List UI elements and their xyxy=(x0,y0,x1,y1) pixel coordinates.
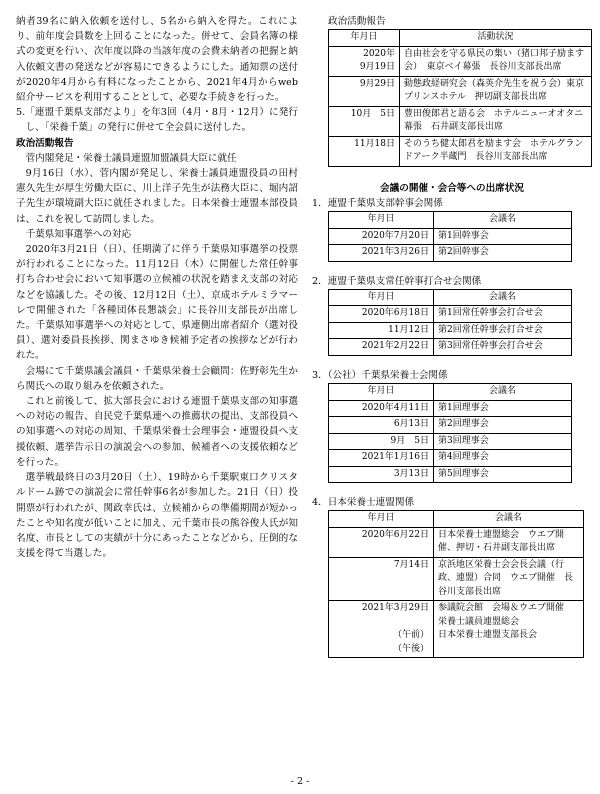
header-meeting: 会議名 xyxy=(434,511,584,528)
date-cell: 11月12日 xyxy=(329,322,434,339)
content-cell: 参議院会館 会場＆ウエブ開催 栄養士議員連盟総会 日本栄養士連盟支部長会 xyxy=(434,601,584,658)
content-cell: 豊田俊郎君と語る会 ホテルニューオオタニ幕張 石井副支部長出席 xyxy=(400,106,592,136)
left-column xyxy=(16,14,298,561)
table-row xyxy=(329,527,584,557)
section-2-table xyxy=(328,289,572,356)
content-cell: 第1回幹事会 xyxy=(434,228,572,245)
date-cell: 2021年2月22日 xyxy=(329,339,434,356)
content-cell: 第3回理事会 xyxy=(434,433,572,450)
date-cell: 2021年1月16日 xyxy=(329,450,434,467)
content-cell: 日本栄養士連盟総会 ウエブ開催、押切・石井副支部長出席 xyxy=(434,527,584,557)
political-table-header xyxy=(329,30,592,47)
date-cell: 9月 5日 xyxy=(329,433,434,450)
table-row xyxy=(329,450,572,467)
table-row xyxy=(329,417,572,434)
header-activity: 活動状況 xyxy=(400,30,592,47)
content-cell: 京浜地区栄養士会会長会議（行政、連盟）合同 ウエブ開催 長谷川支部長出席 xyxy=(434,557,584,601)
content-cell: 第1回常任幹事会打合せ会 xyxy=(434,306,572,323)
political-activity-table xyxy=(328,29,592,167)
section-2-header xyxy=(329,289,572,306)
political-activity-row xyxy=(329,76,592,106)
date-cell: 11月18日 xyxy=(329,136,400,166)
header-date: 年月日 xyxy=(329,511,434,528)
section-2-title: 2．連盟千葉県支常任幹事打合せ会関係 xyxy=(312,275,482,287)
content-cell: 第2回常任幹事会打合せ会 xyxy=(434,322,572,339)
table-row xyxy=(329,601,584,658)
date-cell: 2020年6月22日 xyxy=(329,527,434,557)
table-row xyxy=(329,433,572,450)
section-1-body xyxy=(329,228,572,261)
right-column xyxy=(312,14,592,658)
subheading-cabinet: 菅内閣発足・栄養士議員連盟加盟議員大臣に就任 xyxy=(25,152,237,164)
section-3-table xyxy=(328,383,572,483)
content-cell: 第4回理事会 xyxy=(434,450,572,467)
section-1-title: 1．連盟千葉県支部幹事会関係 xyxy=(312,197,443,209)
section-4-table xyxy=(328,510,584,658)
section-3-body xyxy=(329,400,572,483)
content-cell: 第1回理事会 xyxy=(434,400,572,417)
content-cell: 第2回幹事会 xyxy=(434,245,572,262)
date-cell: 3月13日 xyxy=(329,466,434,483)
content-cell: 第5回理事会 xyxy=(434,466,572,483)
page-number: - 2 - xyxy=(290,776,310,787)
header-date: 年月日 xyxy=(329,30,400,47)
date-cell: 2020年4月11日 xyxy=(329,400,434,417)
political-table-title: 政治活動報告 xyxy=(328,16,386,27)
section-4-header xyxy=(329,511,584,528)
date-cell: 9月29日 xyxy=(329,76,400,106)
subheading-election: 千葉県知事選挙への対応 xyxy=(25,228,132,240)
header-date: 年月日 xyxy=(329,212,434,229)
meetings-title: 会議の開催・会合等への出席状況 xyxy=(380,182,524,194)
paragraph-cabinet: 9月16日（水）、菅内閣が発足し、栄養士議員連盟役員の田村憲久先生が厚生労働大臣に、川上洋子先生が法務大臣に、堀内詔子先生が環境副大臣に就任されました。日本栄養士連盟本部役員は、これを祝して訪問しました。 xyxy=(16,168,298,225)
political-activity-row xyxy=(329,106,592,136)
table-row xyxy=(329,322,572,339)
content-cell: 動態政経研究会（森英介先生を祝う会）東京プリンスホテル 押切副支部長出席 xyxy=(400,76,592,106)
paragraph-venue: 会場にて千葉県議会議員・千葉県栄養士会顧問：佐野彰先生から関氏への取り組みを依頼された。 xyxy=(16,365,298,392)
table-row xyxy=(329,557,584,601)
paragraph-result: 選挙戦最終日の3月20日（土）、19時から千葉駅東口クリスタルドーム跡での演説会に常任幹事6名が参加した。21日（日）投開票が行われたが、関政幸氏は、立候補からの準備期間が短かったことや知名度が低いことに加え、元千葉市長の熊谷俊人氏が知名度、市長としての実績が十分にあったことなどから、圧倒的な支援を得て当選した。 xyxy=(16,472,298,560)
content-cell: そのうち健太郎君を励ます会 ホテルグランドアーク半蔵門 長谷川支部長出席 xyxy=(400,136,592,166)
section-heading-political: 政治活動報告 xyxy=(16,137,74,149)
table-row xyxy=(329,466,572,483)
table-row xyxy=(329,339,572,356)
item-5: 5.「連盟千葉県支部だより」を年3回（4月・8月・12月）に発行し、「栄養千葉」の発行に併せて全会員に送付した。 xyxy=(16,107,298,134)
content-cell: 自由社会を守る県民の集い（猪口邦子励ます会） 東京ベイ幕張 長谷川支部長出席 xyxy=(400,46,592,76)
date-cell: 2021年3月26日 xyxy=(329,245,434,262)
section-3-header xyxy=(329,384,572,401)
table-row xyxy=(329,306,572,323)
table-row xyxy=(329,245,572,262)
paragraph-membership: 納者39名に納入依頼を送付し、5名から納入を得た。これにより、前年度会員数を上回ることになった。併せて、会員名簿の様式の変更を行い、次年度以降の当該年度の会費未納者の把握と納入依頼文書の発送などが容易にできるようにした。通知票の送付が2020年4月から有料になったことから、2021年4月からweb紹介サービスを利用することとして、必要な手続きを行った。 xyxy=(16,16,298,104)
section-4-title: 4．日本栄養士連盟関係 xyxy=(312,497,415,509)
section-1-header xyxy=(329,212,572,229)
date-cell: 7月14日 xyxy=(329,557,434,601)
date-cell: 6月13日 xyxy=(329,417,434,434)
header-date: 年月日 xyxy=(329,289,434,306)
date-cell: 10月 5日 xyxy=(329,106,400,136)
political-activity-row xyxy=(329,46,592,76)
section-1-table xyxy=(328,211,572,262)
political-table-body xyxy=(329,46,592,166)
header-meeting: 会議名 xyxy=(434,212,572,229)
section-4-body xyxy=(329,527,584,658)
paragraph-election: 2020年3月21日（日）、任期満了に伴う千葉県知事選挙の投票が行われることになった。11月12日（木）に開催した常任幹事打ち合わせ会において知事選の立候補の状況を踏まえ支部の対応などを協議した。その後、12月12日（土）、京成ホテルミラマーレで開催された「各種団体長懇談会」に長谷川支部長が出席した。千葉県知事選挙への対応として、県連側出席者紹介（選対役員）、選対委員長挨拶、関まさゆき候補予定者の挨拶などが行われた。 xyxy=(16,244,298,362)
table-row xyxy=(329,400,572,417)
section-3-title: 3．（公社）千葉県栄養士会関係 xyxy=(312,369,448,381)
political-activity-row xyxy=(329,136,592,166)
content-cell: 第2回理事会 xyxy=(434,417,572,434)
content-cell: 第3回常任幹事会打合せ会 xyxy=(434,339,572,356)
header-meeting: 会議名 xyxy=(434,289,572,306)
header-date: 年月日 xyxy=(329,384,434,401)
table-row xyxy=(329,228,572,245)
date-cell: 2020年6月18日 xyxy=(329,306,434,323)
section-2-body xyxy=(329,306,572,356)
paragraph-support: これと前後して、拡大部長会における連盟千葉県支部の知事選への対応の報告、自民党千葉県連への推薦状の提出、支部役員への知事選への対応の周知、千葉県栄養士会理事会・連盟役員へ支援依頼、選挙告示日の演説会への参加、候補者への支援依頼などを行った。 xyxy=(16,396,298,468)
date-cell: 2021年3月29日 （午前） （午後） xyxy=(329,601,434,658)
date-cell: 2020年7月20日 xyxy=(329,228,434,245)
header-meeting: 会議名 xyxy=(434,384,572,401)
date-cell: 2020年 9月19日 xyxy=(329,46,400,76)
